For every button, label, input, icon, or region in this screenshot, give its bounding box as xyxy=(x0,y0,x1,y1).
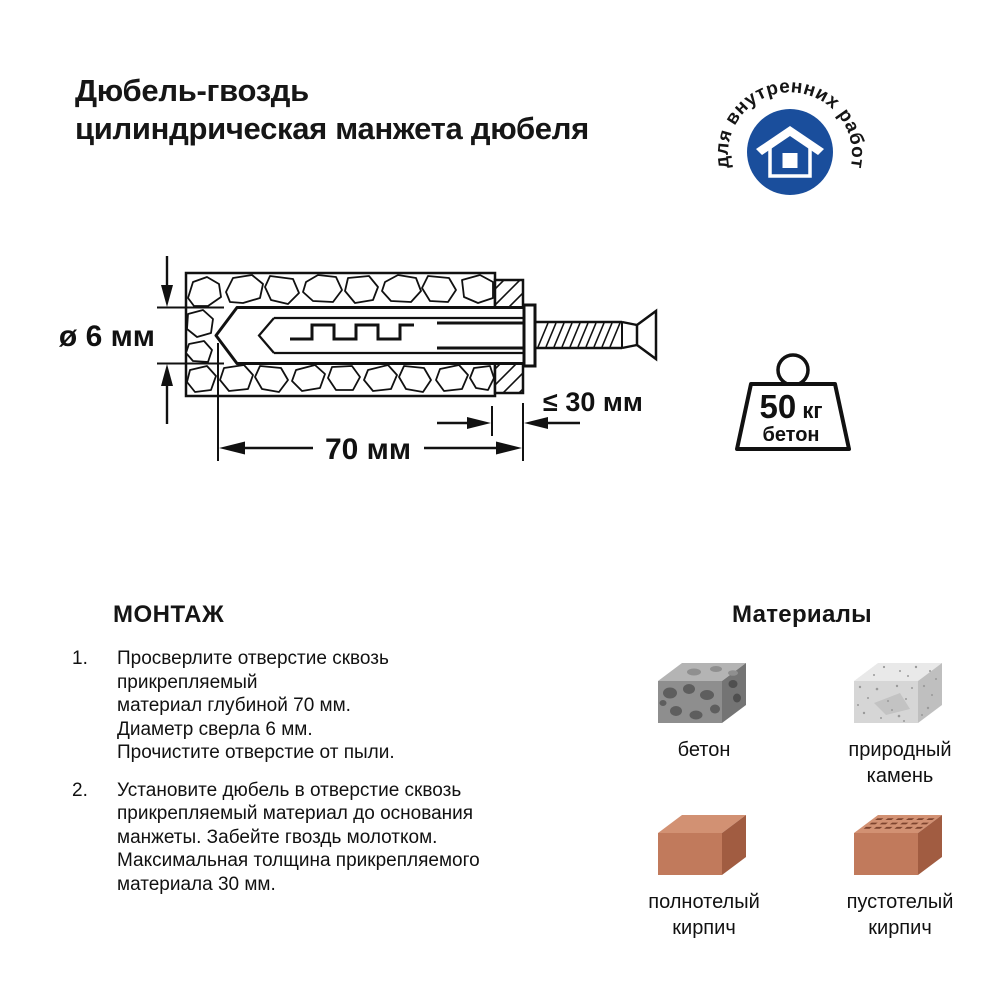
montage-step-1 xyxy=(72,647,542,765)
materials-grid xyxy=(606,653,998,941)
step-text: Установите дюбель в отверстие сквозь прикрепляемый материал до основания манжеты. Забейте гвоздь молотком. Максимальная толщина прикрепляемого материала 30 мм. xyxy=(117,779,480,895)
screw-threads xyxy=(538,323,620,347)
dowel-collar xyxy=(524,305,535,366)
badge-arc-text: для внутренних работ xyxy=(711,76,869,170)
material-natural-stone xyxy=(802,653,998,789)
weight-value: 50 кг xyxy=(759,388,823,425)
natural-stone-icon xyxy=(844,653,956,731)
material-label: бетон xyxy=(677,739,731,761)
screw-head xyxy=(637,311,656,359)
indoor-use-badge xyxy=(686,58,898,234)
page-title-line2: цилиндрическая манжета дюбеля xyxy=(75,111,589,146)
material-label: пустотелый кирпич xyxy=(846,891,954,939)
concrete-block-icon xyxy=(648,653,760,731)
material-hollow-brick xyxy=(802,805,998,941)
page-title xyxy=(75,72,589,148)
step-text: Просверлите отверстие сквозь прикрепляемый материал глубиной 70 мм. Диаметр сверла 6 мм. Прочистите отверстие от пыли. xyxy=(117,648,395,763)
material-solid-brick xyxy=(606,805,802,941)
materials-section xyxy=(606,601,998,941)
material-concrete xyxy=(606,653,802,789)
page-title-line1: Дюбель-гвоздь xyxy=(75,73,309,108)
montage-step-2 xyxy=(72,779,542,897)
technical-drawing xyxy=(0,240,1000,490)
weight-material: бетон xyxy=(762,424,820,446)
material-label: полнотелый кирпич xyxy=(648,891,760,939)
step-number: 1. xyxy=(72,648,88,669)
step-number: 2. xyxy=(72,779,88,801)
solid-brick-icon xyxy=(648,805,760,883)
dim-diameter-label: ø 6 мм xyxy=(58,320,155,353)
montage-heading: МОНТАЖ xyxy=(113,601,225,628)
countersunk-nail-screw xyxy=(535,311,656,359)
weight-icon xyxy=(737,355,849,449)
montage-section xyxy=(72,601,542,910)
material-label: природный камень xyxy=(848,739,952,787)
dim-thickness-label: ≤ 30 мм xyxy=(543,387,643,417)
hollow-brick-icon xyxy=(844,805,956,883)
materials-heading: Материалы xyxy=(732,601,872,628)
dowel-nail xyxy=(216,305,535,366)
dim-depth-label: 70 мм xyxy=(324,433,412,466)
